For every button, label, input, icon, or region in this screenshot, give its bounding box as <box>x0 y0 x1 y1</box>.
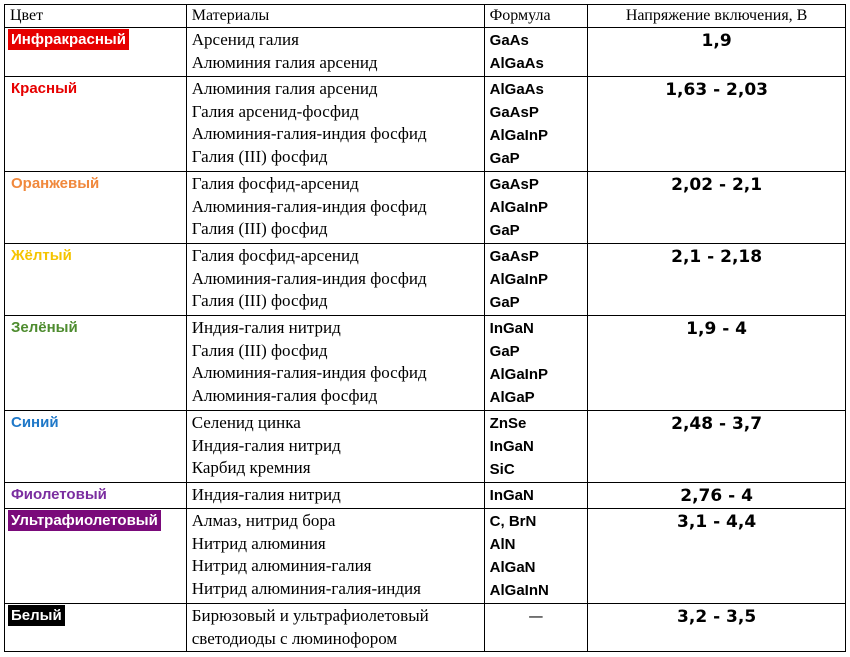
color-name: Красный <box>11 80 78 97</box>
material-line: Индия-галия нитрид <box>191 318 341 337</box>
material-line: Алюминия-галия-индия фосфид <box>191 268 427 288</box>
header-color: Цвет <box>5 5 187 28</box>
header-row <box>5 5 846 28</box>
formula-line: AlGaP <box>489 389 535 406</box>
formula-cell <box>484 483 588 509</box>
material-line: Бирюзовый и ультрафиолетовый <box>191 606 429 625</box>
formula-cell <box>484 28 588 77</box>
formula-line: AlGaAs <box>489 81 544 98</box>
materials-cell <box>186 316 484 411</box>
formula-line: GaAsP <box>489 104 539 121</box>
color-cell <box>5 77 187 172</box>
voltage-cell: 1,63 - 2,03 <box>588 77 846 172</box>
material-line: Галия (III) фосфид <box>191 146 328 166</box>
voltage-cell: 2,02 - 2,1 <box>588 172 846 244</box>
formula-line: C, BrN <box>489 513 537 530</box>
material-line: Алмаз, нитрид бора <box>191 511 336 530</box>
header-formula: Формула <box>484 5 588 28</box>
material-line: Галия (III) фосфид <box>191 219 328 238</box>
material-line: Галия фосфид-арсенид <box>191 174 359 193</box>
voltage-cell: 2,48 - 3,7 <box>588 411 846 483</box>
material-line: Алюминия-галия фосфид <box>191 385 378 405</box>
formula-cell <box>484 172 588 244</box>
formula-line: AlGaInP <box>489 127 549 144</box>
color-name: Белый <box>8 605 65 626</box>
voltage-cell: 1,9 <box>588 28 846 77</box>
formula-line: AlGaInP <box>489 366 549 383</box>
color-name: Оранжевый <box>11 175 100 192</box>
voltage-cell: 1,9 - 4 <box>588 316 846 411</box>
table-row <box>5 77 846 172</box>
formula-line: — <box>528 607 544 625</box>
material-line: Алюминия галия арсенид <box>191 79 378 98</box>
material-line: Алюминия-галия-индия фосфид <box>191 196 427 216</box>
table-row <box>5 316 846 411</box>
formula-line: InGaN <box>489 438 534 455</box>
formula-cell <box>484 316 588 411</box>
color-cell <box>5 411 187 483</box>
color-cell <box>5 509 187 604</box>
header-voltage: Напряжение включения, В <box>588 5 846 28</box>
materials-cell <box>186 509 484 604</box>
formula-line: AlGaN <box>489 559 536 576</box>
formula-cell <box>484 411 588 483</box>
material-line: Нитрид алюминия-галия <box>191 556 372 575</box>
materials-cell <box>186 411 484 483</box>
formula-line: GaAsP <box>489 176 539 193</box>
material-line: Галия арсенид-фосфид <box>191 101 359 121</box>
color-cell <box>5 244 187 316</box>
material-line: Галия фосфид-арсенид <box>191 246 359 265</box>
formula-cell <box>484 604 588 652</box>
table-row <box>5 604 846 652</box>
color-cell <box>5 28 187 77</box>
formula-line: AlGaInN <box>489 582 549 599</box>
formula-line: AlGaInP <box>489 199 549 216</box>
formula-line: ZnSe <box>489 415 527 432</box>
materials-cell <box>186 172 484 244</box>
materials-cell <box>186 77 484 172</box>
material-line: Галия (III) фосфид <box>191 340 328 360</box>
table-row <box>5 483 846 509</box>
material-line: Индия-галия нитрид <box>191 435 341 455</box>
formula-cell <box>484 244 588 316</box>
color-name: Синий <box>11 414 59 431</box>
color-name: Фиолетовый <box>11 486 107 503</box>
color-cell <box>5 316 187 411</box>
formula-cell <box>484 509 588 604</box>
materials-cell <box>186 244 484 316</box>
material-line: Арсенид галия <box>191 30 299 49</box>
formula-line: GaAsP <box>489 248 539 265</box>
table-row <box>5 509 846 604</box>
materials-cell <box>186 483 484 509</box>
formula-line: SiC <box>489 461 515 478</box>
material-line: светодиоды с люминофором <box>191 628 398 648</box>
material-line: Алюминия-галия-индия фосфид <box>191 124 427 143</box>
formula-line: InGaN <box>489 320 534 337</box>
header-materials: Материалы <box>186 5 484 28</box>
formula-line: GaP <box>489 294 520 311</box>
material-line: Нитрид алюминия <box>191 533 326 553</box>
formula-line: AlGaInP <box>489 271 549 288</box>
materials-cell <box>186 28 484 77</box>
formula-line: InGaN <box>489 487 534 504</box>
materials-cell <box>186 604 484 652</box>
material-line: Карбид кремния <box>191 458 311 477</box>
material-line: Нитрид алюминия-галия-индия <box>191 578 421 598</box>
material-line: Алюминия галия арсенид <box>191 52 378 72</box>
color-name: Ультрафиолетовый <box>8 510 161 531</box>
voltage-cell: 3,2 - 3,5 <box>588 604 846 652</box>
formula-line: GaAs <box>489 32 529 49</box>
formula-line: GaP <box>489 343 520 360</box>
material-line: Селенид цинка <box>191 413 301 432</box>
voltage-cell: 2,76 - 4 <box>588 483 846 509</box>
color-cell <box>5 483 187 509</box>
table-row <box>5 244 846 316</box>
color-cell <box>5 604 187 652</box>
formula-line: GaP <box>489 150 520 167</box>
material-line: Галия (III) фосфид <box>191 291 328 310</box>
formula-line: GaP <box>489 222 520 239</box>
color-name: Жёлтый <box>11 247 72 264</box>
table-row <box>5 411 846 483</box>
material-line: Алюминия-галия-индия фосфид <box>191 363 427 382</box>
table-row <box>5 172 846 244</box>
color-name: Инфракрасный <box>8 29 129 50</box>
table-row <box>5 28 846 77</box>
voltage-cell: 2,1 - 2,18 <box>588 244 846 316</box>
color-name: Зелёный <box>11 319 78 336</box>
formula-line: AlN <box>489 536 516 553</box>
formula-line: AlGaAs <box>489 55 544 72</box>
formula-cell <box>484 77 588 172</box>
color-cell <box>5 172 187 244</box>
voltage-cell: 3,1 - 4,4 <box>588 509 846 604</box>
led-table <box>4 4 846 652</box>
material-line: Индия-галия нитрид <box>191 485 341 504</box>
